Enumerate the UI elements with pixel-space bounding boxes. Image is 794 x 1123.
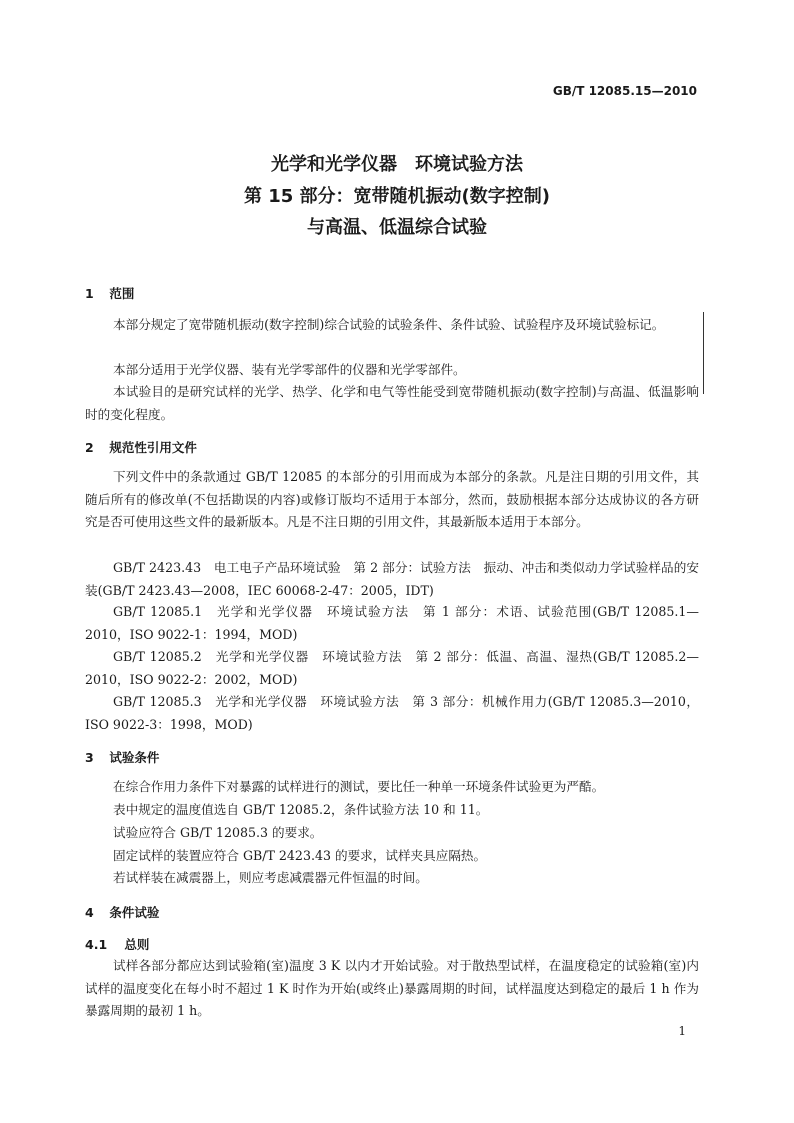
paragraph: 在综合作用力条件下对暴露的试样进行的测试，要比任一种单一环境条件试验更为严酷。 xyxy=(113,779,605,794)
section-number: 4 xyxy=(85,905,94,920)
subsection-number: 4.1 xyxy=(85,937,108,952)
paragraph: 试样各部分都应达到试验箱(室)温度 3 K 以内才开始试验。对于散热型试样，在温度稳定的试验箱(室)内试样的温度变化在每小时不超过 1 K 时作为开始(或终止)暴露周期的时间，试样温度达到稳定的最后 1 h 作为暴露周期的最初 1 h。 xyxy=(85,958,699,1018)
paragraph: 本部分适用于光学仪器、装有光学零部件的仪器和光学零部件。 xyxy=(113,362,466,377)
page-number: 1 xyxy=(678,1024,686,1038)
reference-item: GB/T 12085.3 光学和光学仪器 环境试验方法 第 3 部分：机械作用力(GB/T 12085.3—2010，ISO 9022-3：1998，MOD) xyxy=(85,694,699,732)
paragraph: 试验应符合 GB/T 12085.3 的要求。 xyxy=(113,825,323,840)
paragraph: 固定试样的装置应符合 GB/T 2423.43 的要求，试样夹具应隔热。 xyxy=(113,848,487,863)
section-title: 范围 xyxy=(109,286,135,301)
paragraph: 表中规定的温度值选自 GB/T 12085.2，条件试验方法 10 和 11。 xyxy=(113,802,489,817)
reference-item: GB/T 12085.2 光学和光学仪器 环境试验方法 第 2 部分：低温、高温、湿热(GB/T 12085.2—2010，ISO 9022-2：2002，MOD) xyxy=(85,649,699,687)
paragraph: 本试验目的是研究试样的光学、热学、化学和电气等性能受到宽带随机振动(数字控制)与高温、低温影响时的变化程度。 xyxy=(85,384,699,422)
paragraph: 本部分规定了宽带随机振动(数字控制)综合试验的试验条件、条件试验、试验程序及环境试验标记。 xyxy=(113,317,665,332)
section-2-heading xyxy=(85,438,197,456)
paragraph: 若试样装在减震器上，则应考虑减震器元件恒温的时间。 xyxy=(113,870,428,885)
section-title: 规范性引用文件 xyxy=(109,440,197,455)
section-title: 条件试验 xyxy=(109,905,160,920)
title-line-3: 与高温、低温综合试验 xyxy=(307,217,487,238)
section-4-heading xyxy=(85,903,159,921)
subsection-title: 总则 xyxy=(124,937,150,952)
section-number: 1 xyxy=(85,286,94,301)
paragraph: 下列文件中的条款通过 GB/T 12085 的本部分的引用而成为本部分的条款。凡是注日期的引用文件，其随后所有的修改单(不包括勘误的内容)或修订版均不适用于本部分，然而，鼓励根据本部分达成协议的各方研究是否可使用这些文件的最新版本。凡是不注日期的引用文件，其最新版本适用于本部分。 xyxy=(85,469,699,529)
section-number: 2 xyxy=(85,440,94,455)
section-title: 试验条件 xyxy=(109,750,160,765)
title-line-1: 光学和光学仪器 环境试验方法 xyxy=(271,154,523,175)
revision-bar xyxy=(703,312,704,394)
subsection-4-1-heading xyxy=(85,935,149,953)
title-line-2: 第 15 部分：宽带随机振动(数字控制) xyxy=(243,186,551,207)
section-number: 3 xyxy=(85,750,94,765)
reference-item: GB/T 2423.43 电工电子产品环境试验 第 2 部分：试验方法 振动、冲击和类似动力学试验样品的安装(GB/T 2423.43—2008，IEC 60068-2-47：2005，IDT) xyxy=(85,560,699,598)
reference-item: GB/T 12085.1 光学和光学仪器 环境试验方法 第 1 部分：术语、试验范围(GB/T 12085.1—2010，ISO 9022-1：1994，MOD) xyxy=(85,604,699,642)
standard-code: GB/T 12085.15—2010 xyxy=(552,84,697,98)
section-3-heading xyxy=(85,748,159,766)
section-1-heading xyxy=(85,284,134,302)
